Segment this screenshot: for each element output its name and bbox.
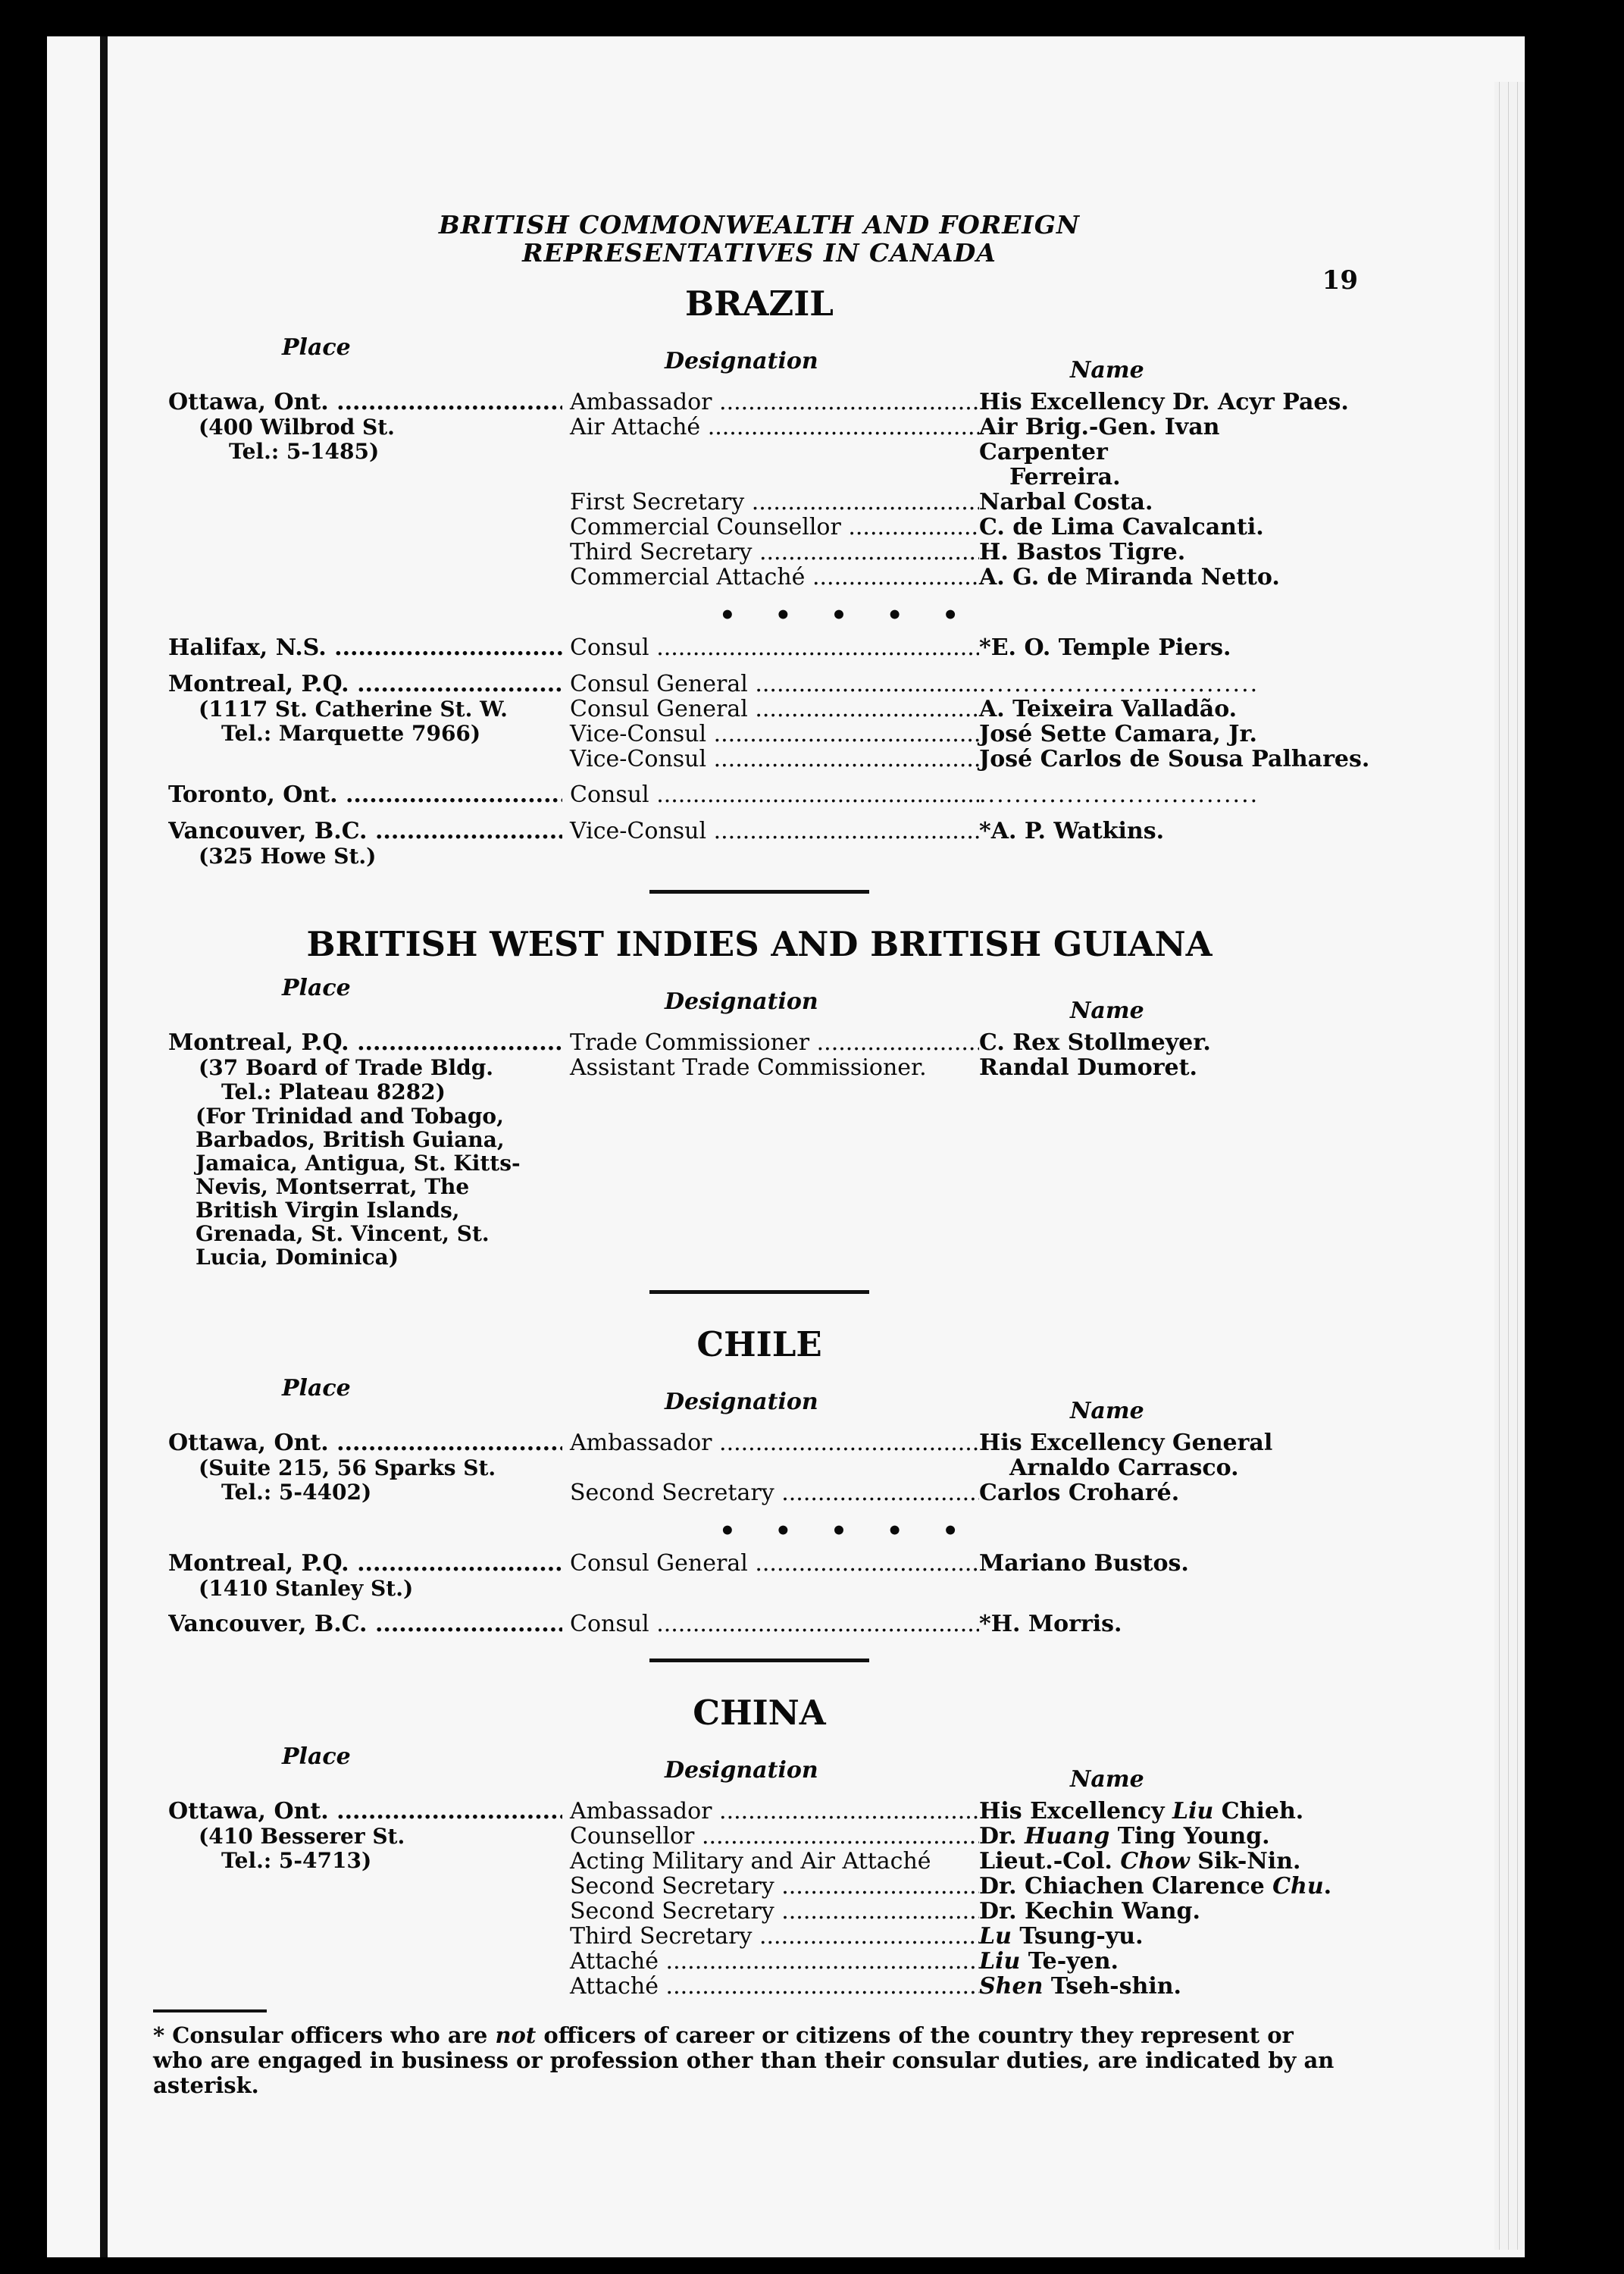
place-coverage-note: (For Trinidad and Tobago, Barbados, British Guiana, Jamaica, Antigua, St. Kitts-Nevis, Montserrat, The British Virgin Islands, Grenada, St. Vincent, St. Lucia, Dominica)	[196, 1104, 521, 1270]
posts-list	[562, 1430, 1350, 1505]
entry-group	[168, 1030, 1350, 1269]
posts-list	[562, 1551, 1350, 1601]
post-row	[562, 635, 1350, 660]
officer-name: His Excellency Dr. Acyr Paes.	[979, 389, 1349, 415]
designation: Consul General .....	[562, 697, 979, 722]
separator-dots: • • • • •	[718, 1516, 974, 1546]
column-headers	[168, 1743, 1350, 1793]
designation: Assistant Trade Commissioner.	[570, 1055, 927, 1080]
entry-group	[168, 1612, 1350, 1637]
post-row	[562, 565, 1350, 590]
place-name: Vancouver, B.C. .....	[168, 1612, 562, 1637]
column-headers	[168, 1375, 1350, 1424]
section-title-china: CHINA	[693, 1693, 826, 1733]
header-designation: Designation	[665, 1757, 818, 1784]
place-name: Vancouver, B.C. .....	[168, 819, 562, 844]
post-row	[562, 515, 1350, 540]
post-row	[562, 540, 1350, 565]
officer-name	[979, 1849, 1350, 1874]
designation: Vice-Consul .....	[562, 722, 979, 747]
section-title-bwi: BRITISH WEST INDIES AND BRITISH GUIANA	[306, 924, 1213, 964]
name-part: Tseh-shin.	[1043, 1973, 1181, 2000]
section-title-chile: CHILE	[696, 1324, 822, 1364]
footnote-rule	[153, 2009, 267, 2012]
officer-name	[979, 1924, 1350, 1949]
post-row	[562, 697, 1369, 722]
designation: Second Secretary .....	[562, 1874, 979, 1899]
running-head	[168, 211, 1350, 267]
name-surname: Liu	[979, 1948, 1021, 1975]
name-surname: Chu	[1272, 1873, 1324, 1900]
officer-name-continuation: Ferreira.	[1009, 464, 1121, 490]
entry-group	[168, 1551, 1350, 1601]
entry-group	[168, 390, 1350, 590]
page-edge	[1494, 82, 1525, 2250]
name-part: Dr. Chiachen Clarence	[979, 1873, 1273, 1900]
entry-group	[168, 672, 1370, 772]
designation: Vice-Consul .....	[562, 819, 979, 844]
designation: Ambassador .....	[562, 1430, 979, 1480]
name-surname: Lu	[979, 1923, 1012, 1950]
page-spine	[100, 36, 108, 2257]
officer-name	[979, 415, 1350, 490]
designation: Consul General .....	[562, 672, 979, 697]
place-address: (1410 Stanley St.)	[199, 1576, 414, 1601]
place-address: (325 Howe St.)	[199, 844, 377, 869]
place-cell	[168, 782, 562, 808]
column-headers	[168, 975, 1350, 1024]
place-telephone: Tel.: 5-1485)	[229, 439, 380, 464]
place-cell	[168, 819, 562, 869]
post-row	[562, 490, 1350, 515]
header-name: Name	[1070, 998, 1144, 1024]
place-telephone: Tel.: 5-4402)	[221, 1480, 372, 1505]
post-row	[562, 1849, 1350, 1874]
designation: First Secretary .....	[562, 490, 979, 515]
place-name: Montreal, P.Q. .....	[168, 672, 562, 697]
header-name: Name	[1070, 1766, 1144, 1793]
designation: Commercial Counsellor .....	[562, 515, 979, 540]
name-part: Sik-Nin.	[1189, 1848, 1301, 1875]
officer-name-line: His Excellency General	[979, 1430, 1273, 1456]
designation: Consul General .....	[562, 1551, 979, 1576]
post-row	[562, 1430, 1350, 1480]
place-cell	[168, 1430, 562, 1505]
place-address: (37 Board of Trade Bldg.	[199, 1055, 494, 1080]
post-row	[562, 819, 1350, 844]
post-row	[562, 722, 1369, 747]
post-row	[562, 1551, 1350, 1576]
column-headers	[168, 334, 1350, 384]
section-divider	[649, 1659, 869, 1662]
entry-group	[168, 819, 1350, 869]
place-cell	[168, 635, 562, 661]
officer-name	[979, 1949, 1350, 1974]
name-part: His Excellency	[979, 1798, 1173, 1825]
officer-name	[979, 1799, 1350, 1824]
officer-name-continuation: Arnaldo Carrasco.	[1009, 1455, 1239, 1481]
footnote-text: * Consular officers who are	[153, 2022, 496, 2048]
officer-name: *H. Morris.	[979, 1611, 1122, 1637]
officer-name-line: Air Brig.-Gen. Ivan Carpenter	[979, 414, 1220, 465]
post-row	[562, 672, 1369, 697]
post-row	[562, 1949, 1350, 1974]
header-name: Name	[1070, 357, 1144, 384]
place-name: Halifax, N.S. .....	[168, 635, 562, 661]
officer-name: C. de Lima Cavalcanti.	[979, 514, 1264, 540]
place-cell	[168, 1030, 562, 1269]
name-part: Te-yen.	[1020, 1948, 1119, 1975]
officer-name: A. Teixeira Valladão.	[979, 696, 1238, 722]
entry-group	[168, 1799, 1350, 1999]
place-name: Montreal, P.Q. .....	[168, 1551, 562, 1577]
posts-list	[562, 1030, 1350, 1269]
post-row	[562, 1799, 1350, 1824]
footnote-text: officers of career or citizens of the country they represent or who are engaged in business or profession other than their consular duties, are indicated by an asterisk.	[153, 2022, 1335, 2098]
post-row	[562, 415, 1350, 490]
name-surname: Shen	[979, 1973, 1044, 2000]
header-name: Name	[1070, 1398, 1144, 1424]
posts-list	[562, 1799, 1350, 1999]
designation: Commercial Attaché .....	[562, 565, 979, 590]
post-row	[562, 782, 1350, 807]
vacant-name: ................................	[979, 782, 1259, 807]
name-part: Dr.	[979, 1823, 1025, 1850]
name-part: Dr. Kechin Wang.	[979, 1898, 1200, 1925]
section-divider	[649, 890, 869, 894]
header-designation: Designation	[665, 988, 818, 1015]
officer-name: Randal Dumoret.	[979, 1054, 1197, 1081]
page-number: 19	[1322, 265, 1358, 296]
officer-name	[979, 1899, 1350, 1924]
designation: Attaché .....	[562, 1974, 979, 1999]
post-row	[562, 390, 1350, 415]
header-place: Place	[282, 1375, 351, 1402]
place-name: Toronto, Ont. .....	[168, 782, 562, 808]
posts-list	[562, 635, 1350, 661]
officer-name: Carlos Croharé.	[979, 1480, 1180, 1506]
place-cell	[168, 390, 562, 590]
officer-name: *A. P. Watkins.	[979, 818, 1165, 844]
designation: Third Secretary .....	[562, 540, 979, 565]
designation: Attaché .....	[562, 1949, 979, 1974]
section-title-brazil: BRAZIL	[685, 283, 834, 324]
header-place: Place	[282, 975, 351, 1001]
place-name: Ottawa, Ont. .....	[168, 1799, 562, 1825]
designation: Acting Military and Air Attaché	[570, 1849, 931, 1874]
place-address: (1117 St. Catherine St. W.	[199, 697, 508, 722]
officer-name: José Sette Camara, Jr.	[979, 721, 1257, 747]
officer-name: José Carlos de Sousa Palhares.	[979, 746, 1370, 772]
place-cell	[168, 672, 562, 772]
header-place: Place	[282, 334, 351, 361]
place-cell	[168, 1799, 562, 1999]
place-name: Montreal, P.Q. .....	[168, 1030, 562, 1056]
officer-name	[979, 1824, 1350, 1849]
designation: Ambassador .....	[562, 390, 979, 415]
officer-name	[979, 1874, 1350, 1899]
designation: Counsellor .....	[562, 1824, 979, 1849]
designation: Air Attaché .....	[562, 415, 979, 490]
posts-list	[562, 390, 1350, 590]
officer-name: *E. O. Temple Piers.	[979, 634, 1231, 661]
place-telephone: Tel.: 5-4713)	[221, 1848, 372, 1873]
post-row	[562, 747, 1369, 772]
name-part: Tsung-yu.	[1011, 1923, 1144, 1950]
place-name: Ottawa, Ont. .....	[168, 1430, 562, 1456]
post-row	[562, 1924, 1350, 1949]
section-divider	[649, 1290, 869, 1294]
officer-name: C. Rex Stollmeyer.	[979, 1029, 1211, 1056]
posts-list	[562, 672, 1369, 772]
post-row	[562, 1974, 1350, 1999]
place-telephone: Tel.: Plateau 8282)	[221, 1079, 446, 1104]
page-content	[153, 210, 1370, 2098]
place-cell	[168, 1612, 562, 1637]
designation: Consul .....	[562, 1612, 979, 1637]
designation: Consul .....	[562, 635, 979, 660]
footnote-emphasis: not	[495, 2022, 537, 2048]
post-row	[562, 1824, 1350, 1849]
place-address: (410 Besserer St.	[199, 1824, 405, 1849]
running-head-line1: BRITISH COMMONWEALTH AND FOREIGN	[438, 210, 1081, 240]
name-part: Chieh.	[1213, 1798, 1304, 1825]
post-row	[562, 1030, 1350, 1055]
entry-group	[168, 635, 1350, 661]
post-row	[562, 1874, 1350, 1899]
officer-name: Narbal Costa.	[979, 489, 1153, 515]
designation: Vice-Consul .....	[562, 747, 979, 772]
vacant-name: ................................	[979, 672, 1259, 697]
post-row	[562, 1055, 1350, 1080]
designation: Third Secretary .....	[562, 1924, 979, 1949]
footnote	[153, 2023, 1335, 2098]
place-cell	[168, 1551, 562, 1601]
designation: Ambassador .....	[562, 1799, 979, 1824]
name-part: Lieut.-Col.	[979, 1848, 1121, 1875]
post-row	[562, 1612, 1350, 1637]
post-row	[562, 1899, 1350, 1924]
name-surname: Chow	[1120, 1848, 1190, 1875]
designation: Second Secretary .....	[562, 1480, 979, 1505]
place-address: (Suite 215, 56 Sparks St.	[199, 1455, 496, 1480]
book-page	[47, 36, 1525, 2257]
name-part: Ting Young.	[1109, 1823, 1270, 1850]
officer-name: H. Bastos Tigre.	[979, 539, 1186, 565]
officer-name: Mariano Bustos.	[979, 1550, 1189, 1577]
separator-dots: • • • • •	[718, 600, 974, 631]
designation: Consul .....	[562, 782, 979, 807]
officer-name	[979, 1430, 1350, 1480]
place-name: Ottawa, Ont. .....	[168, 390, 562, 415]
designation: Second Secretary .....	[562, 1899, 979, 1924]
posts-list	[562, 1612, 1350, 1637]
officer-name: A. G. de Miranda Netto.	[979, 564, 1280, 590]
post-row	[562, 1480, 1350, 1505]
running-head-line2: REPRESENTATIVES IN CANADA	[522, 238, 997, 268]
place-address: (400 Wilbrod St.	[199, 415, 395, 440]
name-surname: Huang	[1024, 1823, 1110, 1850]
header-place: Place	[282, 1743, 351, 1770]
name-surname: Liu	[1172, 1798, 1214, 1825]
header-designation: Designation	[665, 1389, 818, 1415]
officer-name	[979, 1974, 1350, 1999]
name-part: .	[1323, 1873, 1332, 1900]
entry-group	[168, 782, 1350, 808]
header-designation: Designation	[665, 348, 818, 374]
entry-group	[168, 1430, 1350, 1505]
posts-list	[562, 819, 1350, 869]
posts-list	[562, 782, 1350, 808]
place-telephone: Tel.: Marquette 7966)	[221, 721, 481, 746]
designation: Trade Commissioner .....	[562, 1030, 979, 1055]
